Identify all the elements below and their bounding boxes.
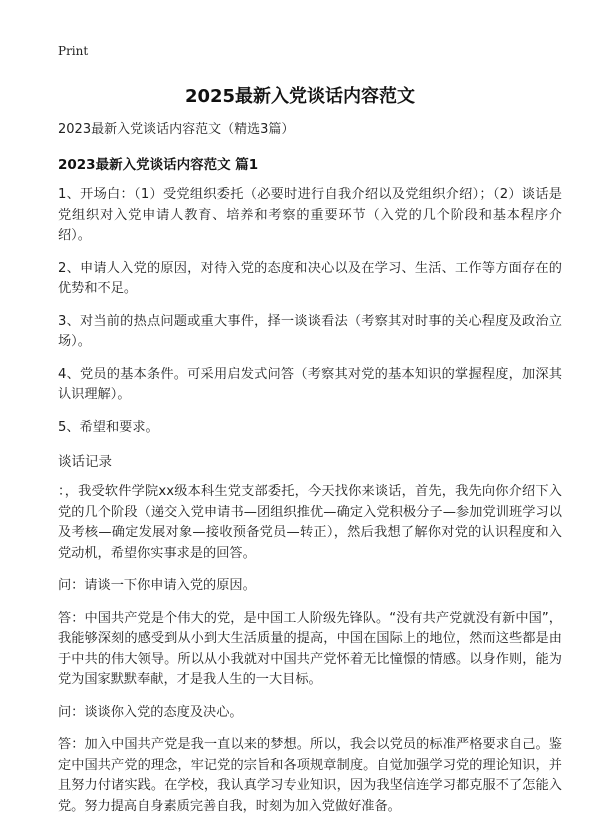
page-title: 2025最新入党谈话内容范文 [184,86,416,107]
record-answer-1: 答：中国共产党是个伟大的党，是中国工人阶级先锋队。“没有共产党就没有新中国”，我能够深刻的感受到从小到大生活质量的提高，中国在国际上的地位，然而这些都是由于中共的伟大领导。所以从小我就对中国共产党怀着无比憧憬的情感。以身作则，能为党为国家默默奉献，才是我人生的一大目标。 [58,610,562,687]
list-item-reason: 2、申请人入党的原因，对待入党的态度和决心以及在学习、生活、工作等方面存在的优势和不足。 [58,260,562,296]
document-body [58,118,562,829]
list-item-member-conditions: 4、党员的基本条件。可采用启发式问答（考察其对党的基本知识的掌握程度，加深其认识理解）。 [58,366,562,402]
document-subtitle: 2023最新入党谈话内容范文（精选3篇） [58,122,295,137]
list-item-hot-topics: 3、对当前的热点问题或重大事件，择一谈谈看法（考察其对时事的关心程度及政治立场）。 [58,313,562,349]
record-question-2: 问：谈谈你入党的态度及决心。 [58,704,243,720]
record-paragraph-intro: ：，我受软件学院xx级本科生党支部委托，今天找你来谈话，首先，我先向你介绍下入党的几个阶段（递交入党申请书—团组织推优—确定入党积极分子—参加党训班学习以及考核—确定发展对象—接收预备党员—转正），然后我想了解你对党的认识程度和入党动机，希望你实事求是的回答。 [58,484,562,561]
record-heading: 谈话记录 [58,454,112,470]
list-item-hopes: 5、希望和要求。 [58,419,159,435]
section-title: 2023最新入党谈话内容范文 篇1 [58,157,259,173]
record-question-1: 问：请谈一下你申请入党的原因。 [58,578,256,593]
record-answer-2: 答：加入中国共产党是我一直以来的梦想。所以，我会以党员的标准严格要求自己。鉴定中国共产党的理念，牢记党的宗旨和各项规章制度。自觉加强学习党的理论知识，并且努力付诸实践。在学校，我认真学习专业知识，因为我坚信连学习都克服不了怎能入党。努力提高自身素质完善自我，时刻为加入党做好准备。 [58,737,562,814]
print-label[interactable]: Print [58,44,89,58]
list-item-opening: 1、开场白：（1）受党组织委托（必要时进行自我介绍以及党组织介绍）；（2）谈话是党组织对入党申请人教育、培养和考察的重要环节（入党的几个阶段和基本程序介绍）。 [58,187,562,243]
